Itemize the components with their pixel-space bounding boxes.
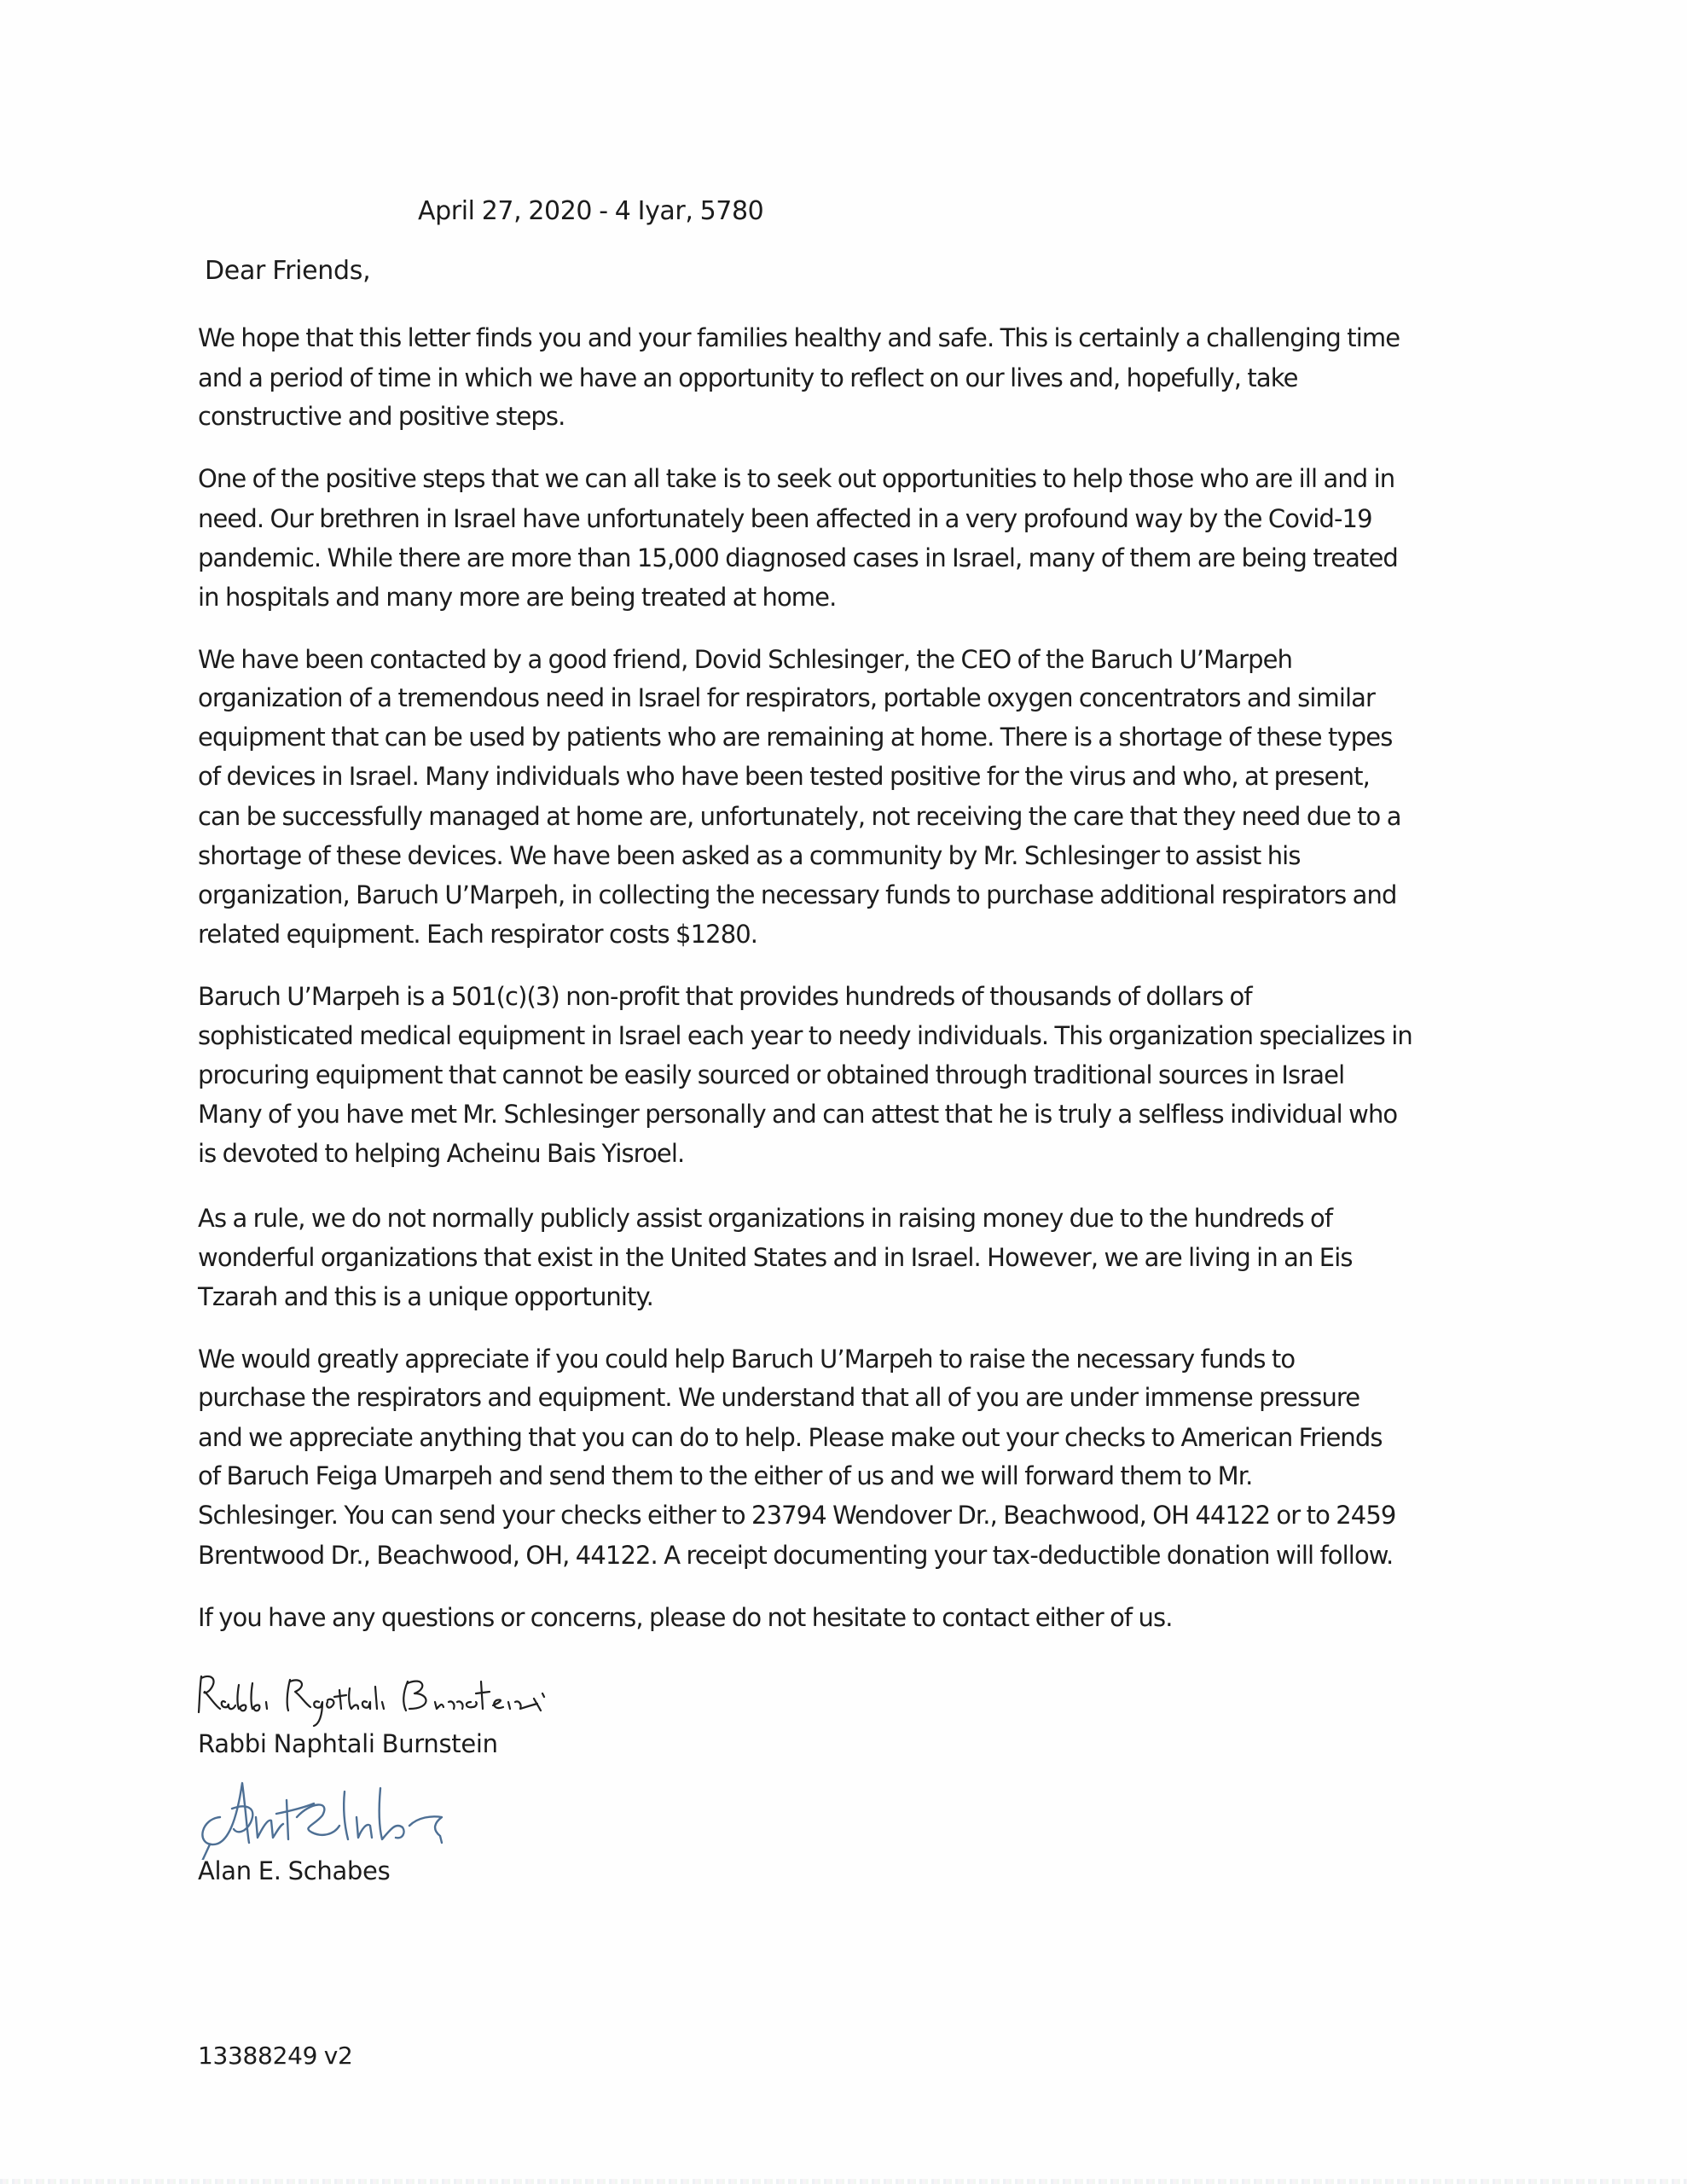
paragraph-line: of Baruch Feiga Umarpeh and send them to the either of us and we will forward them to Mr. xyxy=(198,1461,1253,1490)
paragraph-line: organization of a tremendous need in Israel for respirators, portable oxygen concentrators and similar xyxy=(198,683,1376,712)
signatory-name-1: Rabbi Naphtali Burnstein xyxy=(198,1729,498,1758)
paragraph-line: purchase the respirators and equipment. We understand that all of you are under immense pressure xyxy=(198,1383,1360,1412)
paragraph-line: Tzarah and this is a unique opportunity. xyxy=(198,1282,653,1311)
paragraph-line: We have been contacted by a good friend, Dovid Schlesinger, the CEO of the Baruch U’Marpeh xyxy=(198,645,1293,674)
paragraph-line: need. Our brethren in Israel have unfortunately been affected in a very profound way by the Covid-19 xyxy=(198,504,1372,533)
salutation: Dear Friends, xyxy=(205,256,371,286)
paragraph-line: related equipment. Each respirator costs $1280. xyxy=(198,920,758,949)
paragraph-line: Schlesinger. You can send your checks either to 23794 Wendover Dr., Beachwood, OH 44122 or to 2459 xyxy=(198,1501,1396,1530)
paragraph-line: and a period of time in which we have an opportunity to reflect on our lives and, hopefully, take xyxy=(198,363,1298,392)
paragraph-line: procuring equipment that cannot be easily sourced or obtained through traditional sources in Israel xyxy=(198,1060,1345,1089)
paragraph-line: Many of you have met Mr. Schlesinger personally and can attest that he is truly a selfless individual who xyxy=(198,1100,1398,1129)
paragraph-line: shortage of these devices. We have been asked as a community by Mr. Schlesinger to assist his xyxy=(198,841,1301,870)
paragraph-line: wonderful organizations that exist in the United States and in Israel. However, we are living in an Eis xyxy=(198,1243,1353,1272)
paragraph-line: can be successfully managed at home are, unfortunately, not receiving the care that they need due to a xyxy=(198,802,1401,831)
paragraph-line: Baruch U’Marpeh is a 501(c)(3) non-profit that provides hundreds of thousands of dollars of xyxy=(198,982,1252,1011)
paragraph-line: If you have any questions or concerns, please do not hesitate to contact either of us. xyxy=(198,1603,1173,1632)
document-id: 13388249 v2 xyxy=(198,2042,353,2070)
signature-schabes-icon xyxy=(194,1766,501,1860)
signatory-name-2: Alan E. Schabes xyxy=(198,1856,391,1885)
paragraph-line: As a rule, we do not normally publicly assist organizations in raising money due to the hundreds of xyxy=(198,1204,1333,1233)
paragraph-line: Brentwood Dr., Beachwood, OH, 44122. A receipt documenting your tax-deductible donation will follow. xyxy=(198,1541,1394,1570)
paragraph-line: sophisticated medical equipment in Israel each year to needy individuals. This organization specializes in xyxy=(198,1021,1412,1050)
paragraph-line: and we appreciate anything that you can do to help. Please make out your checks to American Friends xyxy=(198,1423,1383,1452)
signature-burnstein-icon xyxy=(194,1668,570,1728)
paragraph-line: constructive and positive steps. xyxy=(198,402,565,431)
letter-date: April 27, 2020 - 4 Iyar, 5780 xyxy=(418,196,764,226)
paragraph-line: is devoted to helping Acheinu Bais Yisroel. xyxy=(198,1139,685,1168)
paragraph-line: in hospitals and many more are being treated at home. xyxy=(198,583,837,612)
paragraph-line: We hope that this letter finds you and your families healthy and safe. This is certainly a challenging time xyxy=(198,323,1400,352)
paragraph-line: of devices in Israel. Many individuals who have been tested positive for the virus and who, at present, xyxy=(198,762,1370,791)
paragraph-line: One of the positive steps that we can all take is to seek out opportunities to help those who are ill and in xyxy=(198,464,1395,493)
scan-edge-artifact xyxy=(0,2179,1687,2184)
paragraph-line: pandemic. While there are more than 15,000 diagnosed cases in Israel, many of them are being treated xyxy=(198,543,1398,572)
paragraph-line: We would greatly appreciate if you could help Baruch U’Marpeh to raise the necessary funds to xyxy=(198,1345,1296,1374)
paragraph-line: equipment that can be used by patients who are remaining at home. There is a shortage of these types xyxy=(198,723,1393,752)
paragraph-line: organization, Baruch U’Marpeh, in collecting the necessary funds to purchase additional respirators and xyxy=(198,880,1397,909)
